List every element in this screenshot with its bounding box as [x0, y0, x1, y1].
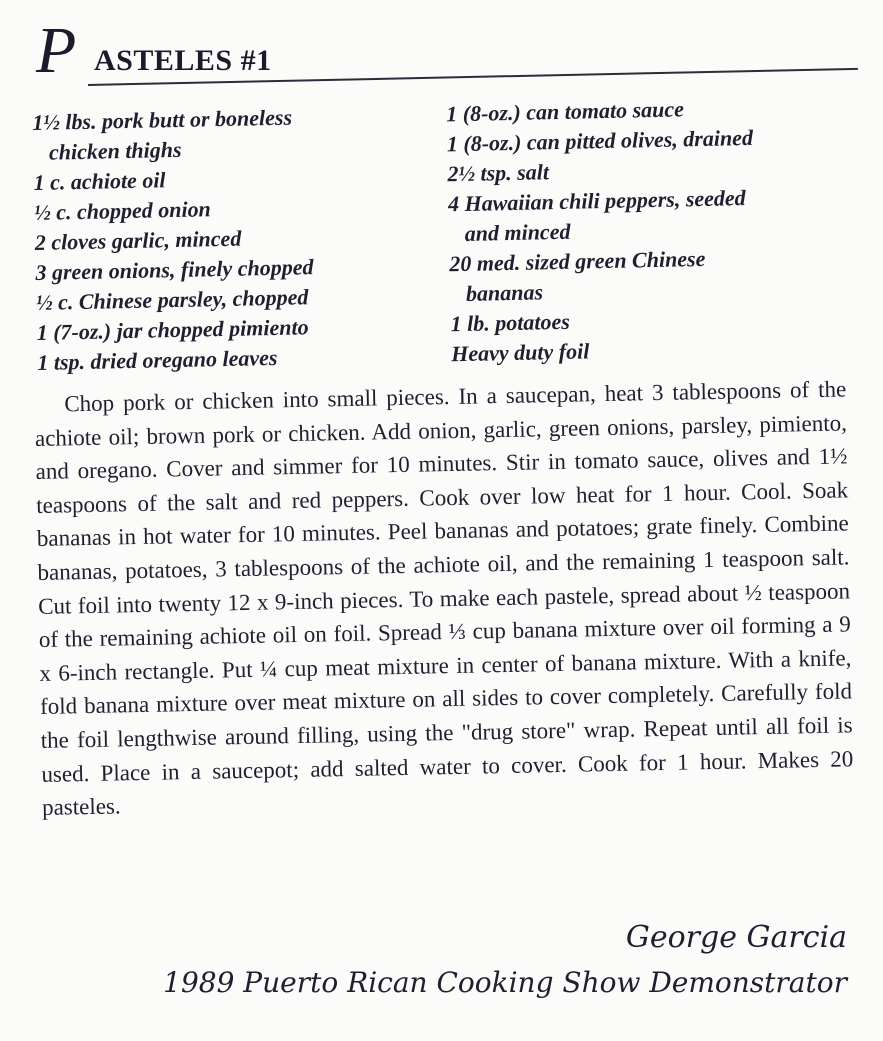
- method-paragraph: Chop pork or chicken into small pieces. In a saucepan, heat 3 tablespoons of the achiote oil; brown pork or chicken. Add onion, garlic, green onions, parsley, pimiento, and oregano. Cover and simmer for 10 minutes. Stir in tomato sauce, olives and 1½ teaspoons of the salt and red peppers. Cook over low heat for 1 hour. Cool. Soak bananas in hot water for 10 minutes. Peel bananas and potatoes; grate finely. Combine bananas, potatoes, 3 tablespoons of the achiote oil, and the remaining 1 teaspoon salt. Cut foil into twenty 12 x 9-inch pieces. To make each pastele, spread about ½ teaspoon of the remaining achiote oil on foil. Spread ⅓ cup banana mixture over oil forming a 9 x 6-inch rectangle. Put ¼ cup meat mixture in center of banana mixture. With a knife, fold banana mixture over meat mixture on all sides to cover completely. Carefully fold the foil lengthwise around filling, using the "drug store" wrap. Repeat until all foil is used. Place in a saucepot; add salted water to cover. Cook for 1 hour. Makes 20 pasteles.: [34, 376, 854, 821]
- ingredient-line: 1 (8-oz.) can tomato sauce: [445, 96, 685, 127]
- ingredient-line: 1 tsp. dried oregano leaves: [37, 344, 278, 375]
- ingredient-line: 4 Hawaiian chili peppers, seeded: [447, 185, 746, 217]
- ingredient-column-right: [446, 91, 862, 370]
- ingredient-line: Heavy duty foil: [450, 338, 590, 367]
- ingredient-line: 1 (8-oz.) can pitted olives, drained: [446, 124, 754, 157]
- title-text: ASTELES #1: [94, 44, 272, 77]
- ingredient-line: ½ c. chopped onion: [33, 196, 212, 225]
- ingredient-line: ½ c. Chinese parsley, chopped: [35, 284, 309, 315]
- ingredient-line: 1½ lbs. pork butt or boneless: [32, 104, 293, 135]
- recipe-title: [28, 14, 858, 88]
- ingredient-line: and minced: [464, 218, 571, 246]
- ingredient-line: 1 (7-oz.) jar chopped pimiento: [36, 314, 309, 345]
- ingredient-line: 2 cloves garlic, minced: [34, 225, 242, 255]
- ingredient-line: chicken thighs: [48, 136, 182, 165]
- ingredient-line: 20 med. sized green Chinese: [449, 245, 706, 277]
- ingredient-line: 3 green onions, finely chopped: [35, 254, 314, 285]
- signature-role: 1989 Puerto Rican Cooking Show Demonstrator: [163, 966, 847, 999]
- ingredient-line: 2½ tsp. salt: [447, 159, 550, 187]
- ingredient-line: 1 c. achiote oil: [33, 167, 166, 195]
- ingredient-line: 1 lb. potatoes: [450, 308, 571, 337]
- ingredient-list: [32, 91, 852, 375]
- title-initial: P: [36, 14, 77, 87]
- ingredient-column-left: [32, 100, 428, 378]
- signature-name: George Garcia: [625, 920, 847, 955]
- ingredient-line: bananas: [465, 279, 544, 306]
